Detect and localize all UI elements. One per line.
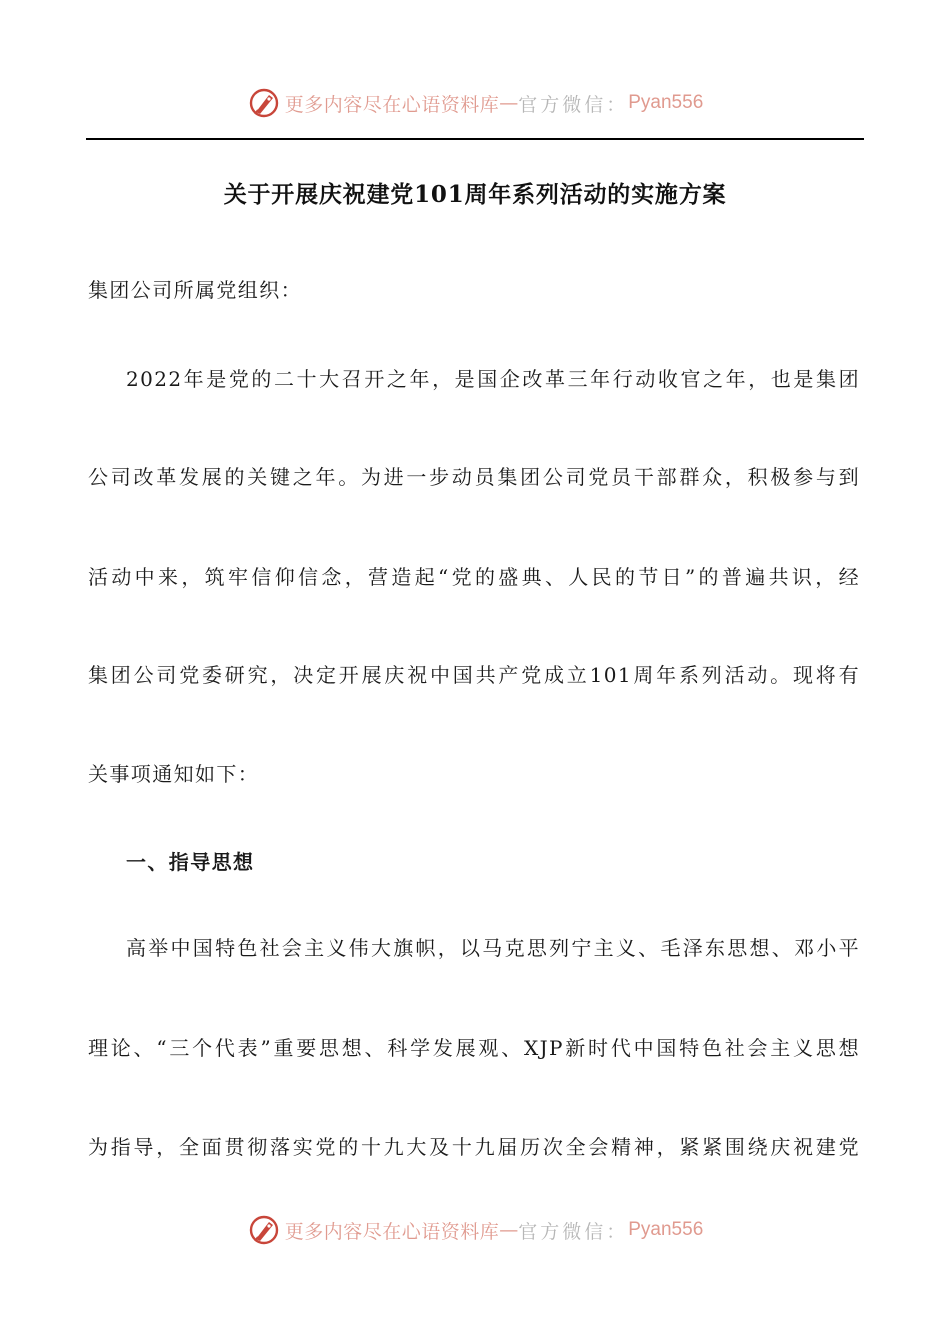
header-watermark [0, 83, 950, 123]
watermark-site-text: 更多内容尽在心语资料库 [284, 1220, 500, 1243]
watermark-wechat-label: 官方微信： [518, 93, 629, 116]
footer-watermark [0, 1210, 950, 1250]
watermark-wechat-id: Pyan556 [628, 1219, 704, 1240]
paragraph-line: 集团公司党委研究，决定开展庆祝中国共产党成立101周年系列活动。现将有 [88, 663, 860, 687]
paragraph-line: 理论、“三个代表”重要思想、科学发展观、XJP新时代中国特色社会主义思想 [88, 1036, 860, 1060]
paragraph-line: 为指导，全面贯彻落实党的十九大及十九届历次全会精神，紧紧围绕庆祝建党 [88, 1135, 860, 1159]
paragraph-line: 关事项通知如下： [88, 762, 260, 786]
header-divider [86, 138, 864, 140]
watermark-wechat-label: 官方微信： [518, 1220, 629, 1243]
watermark-dash: — [499, 1219, 519, 1241]
section-heading: 一、指导思想 [126, 850, 255, 874]
watermark-wechat-id: Pyan556 [628, 92, 704, 113]
paragraph-line: 高举中国特色社会主义伟大旗帜，以马克思列宁主义、毛泽东思想、邓小平 [126, 936, 860, 960]
salutation: 集团公司所属党组织： [88, 278, 302, 302]
watermark-site-text: 更多内容尽在心语资料库 [284, 93, 500, 116]
watermark-dash: — [499, 92, 519, 114]
paragraph-line: 2022年是党的二十大召开之年，是国企改革三年行动收官之年，也是集团 [126, 367, 860, 391]
pen-nib-circle-icon [247, 86, 281, 120]
document-title: 关于开展庆祝建党101周年系列活动的实施方案 [223, 181, 727, 208]
paragraph-line: 活动中来，筑牢信仰信念，营造起“党的盛典、人民的节日”的普遍共识，经 [88, 565, 860, 589]
pen-nib-circle-icon [247, 1213, 281, 1247]
paragraph-line: 公司改革发展的关键之年。为进一步动员集团公司党员干部群众，积极参与到 [88, 465, 860, 489]
